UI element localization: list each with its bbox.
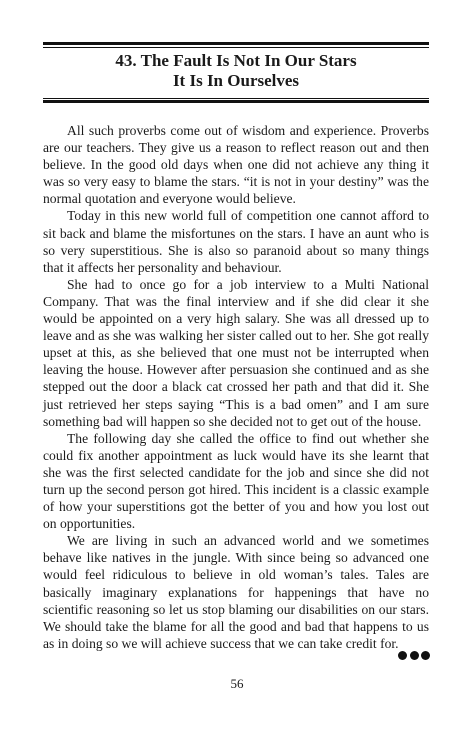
paragraph-3: She had to once go for a job interview to a Multi National Company. That was the final interview and if she did clear it she would be appointed on a very high salary. She was all dressed up to leave and as she was walking her sister called out to her. She got really upset at this, as she believed that one must not be interrupted when leaving the house. However after persuasion she continued and as she stepped out the door a black cat crossed her path and that did it. She just retrieved her steps saying “This is a bad omen” and I am sure something bad will happen so she decided not to get out of the house.: [43, 276, 429, 429]
ornament-dot-icon: [410, 651, 419, 660]
header-rule-top-thick: [43, 42, 429, 45]
chapter-body: [43, 122, 429, 652]
header-rule-bottom-thin: [43, 98, 429, 99]
chapter-title-line-1: 43. The Fault Is Not In Our Stars: [115, 51, 357, 70]
page-number: 56: [230, 676, 244, 691]
paragraph-1: All such proverbs come out of wisdom and experience. Proverbs are our teachers. They give us a reason to reflect reason out and then believe. In the good old days when one did not achieve any thing it was so very easy to blame the stars. “it is not in your destiny” was the normal quotation and everyone would believe.: [43, 123, 429, 207]
paragraph-5: We are living in such an advanced world and we sometimes behave like natives in the jungle. With since being so advanced one would feel ridiculous to believe in old woman’s tales. Tales are basically imaginary explanations for happenings that have no scientific reasoning so let us stop blaming our disabilities on our stars. We should take the blame for all the good and bad that happens to us as in doing so we will achieve success that we can take credit for.: [43, 533, 429, 651]
paragraph-2: Today in this new world full of competition one cannot afford to sit back and blame the misfortunes on the stars. I have an aunt who is so very superstitious. She is also so paranoid about so many things that it affects her personality and behaviour.: [43, 208, 429, 275]
ornament-dot-icon: [421, 651, 430, 660]
chapter-title-line-2: It Is In Ourselves: [172, 71, 300, 90]
end-of-chapter-ornament: [398, 650, 430, 660]
header-rule-bottom-thick: [43, 100, 429, 103]
header-rule-top-thin: [43, 47, 429, 48]
chapter-title: [43, 51, 429, 91]
ornament-dot-icon: [398, 651, 407, 660]
paragraph-4: The following day she called the office to find out whether she could fix another appointment as luck would have its she learnt that she was the first selected candidate for the job and since she did not turn up the second person got hired. This incident is a classic example of how your superstitions got the better of you and how you lost out on opportunities.: [43, 430, 429, 532]
